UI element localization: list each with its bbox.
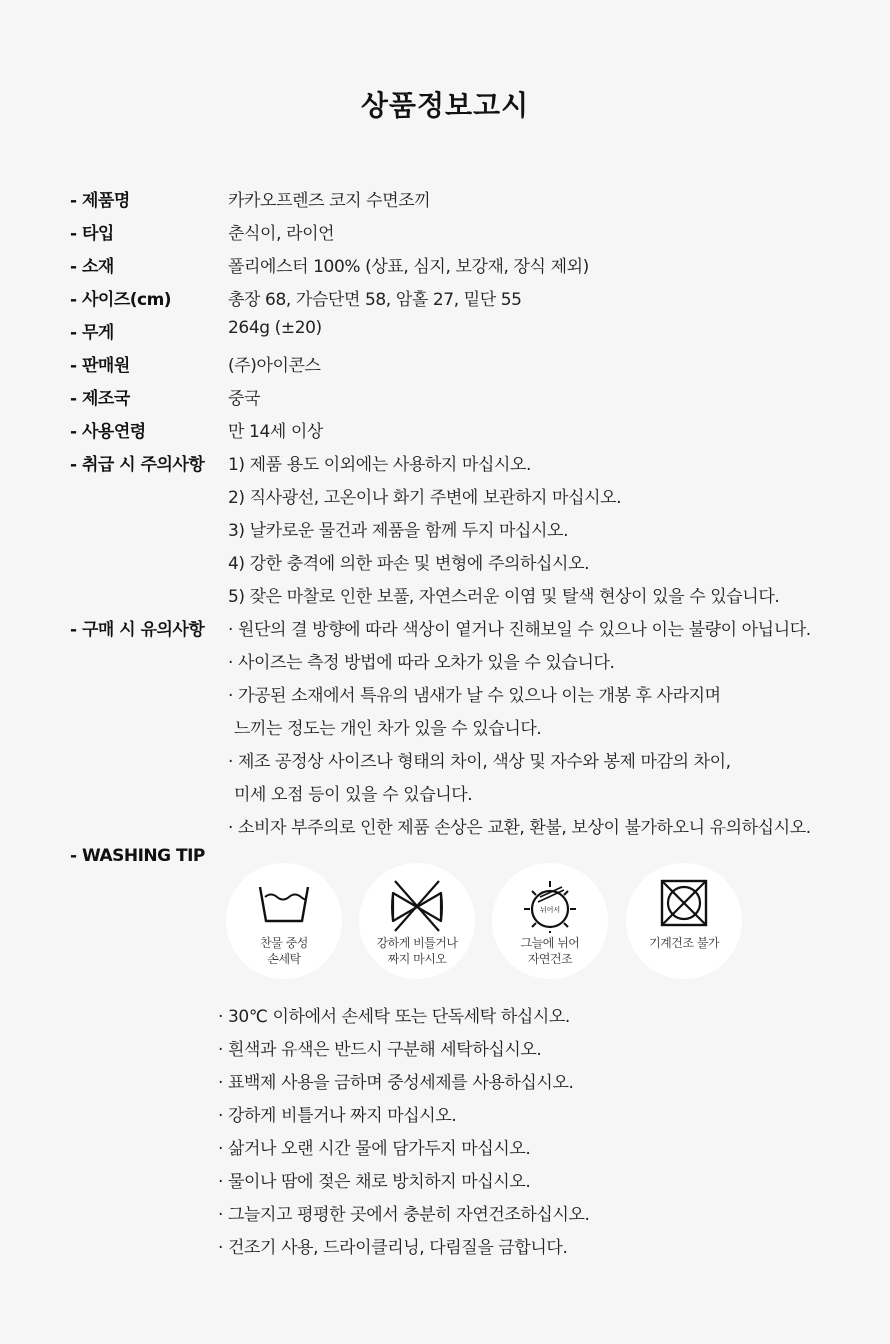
- info-value-material: 폴리에스터 100% (상표, 심지, 보강재, 장식 제외): [228, 257, 589, 277]
- washing-tip: · 건조기 사용, 드라이클리닝, 다림질을 금합니다.: [218, 1238, 568, 1258]
- care-label: 그늘에 뉘어: [520, 936, 580, 950]
- washing-tip: · 흰색과 유색은 반드시 구분해 세탁하십시오.: [218, 1040, 542, 1060]
- info-value-origin: 중국: [228, 389, 261, 409]
- purchase-item-continued: 미세 오점 등이 있을 수 있습니다.: [234, 785, 473, 805]
- care-label: 강하게 비틀거나: [376, 936, 458, 950]
- purchase-item: · 소비자 부주의로 인한 제품 손상은 교환, 환불, 보상이 불가하오니 유의하십시오.: [228, 818, 811, 838]
- info-value-seller: (주)아이콘스: [228, 356, 321, 376]
- washing-tip: · 30℃ 이하에서 손세탁 또는 단독세탁 하십시오.: [218, 1007, 570, 1027]
- shade-flat-dry-icon: [520, 877, 580, 933]
- care-label: 자연건조: [527, 952, 573, 966]
- purchase-item: · 사이즈는 측정 방법에 따라 오차가 있을 수 있습니다.: [228, 653, 615, 673]
- hand-wash-icon: [254, 877, 314, 933]
- info-value-size: 총장 68, 가슴단면 58, 암홀 27, 밑단 55: [228, 290, 522, 310]
- care-icon-card: [226, 863, 342, 979]
- info-value-age: 만 14세 이상: [228, 422, 323, 442]
- info-value-product-name: 카카오프렌즈 코지 수면조끼: [228, 191, 431, 211]
- info-value-type: 춘식이, 라이언: [228, 224, 335, 244]
- care-label: 손세탁: [267, 952, 301, 966]
- no-tumble-dry-icon: [654, 877, 714, 933]
- care-icon-card: [626, 863, 742, 979]
- care-icon-card: [492, 863, 608, 979]
- washing-tip: · 삶거나 오랜 시간 물에 담가두지 마십시오.: [218, 1139, 531, 1159]
- handling-item: 4) 강한 충격에 의한 파손 및 변형에 주의하십시오.: [228, 554, 590, 574]
- purchase-item: · 가공된 소재에서 특유의 냄새가 날 수 있으나 이는 개봉 후 사라지며: [228, 686, 721, 706]
- purchase-item: · 제조 공정상 사이즈나 형태의 차이, 색상 및 자수와 봉제 마감의 차이,: [228, 752, 731, 772]
- info-label-age: - 사용연령: [70, 422, 146, 442]
- care-label: 찬물 중성: [260, 936, 308, 950]
- info-label-material: - 소재: [70, 257, 114, 277]
- info-value-weight: 264g (±20): [228, 318, 322, 338]
- purchase-item-continued: 느끼는 정도는 개인 차가 있을 수 있습니다.: [234, 719, 542, 739]
- info-label-seller: - 판매원: [70, 356, 130, 376]
- info-label-product-name: - 제품명: [70, 191, 130, 211]
- no-wring-icon: [387, 877, 447, 933]
- care-label: 기계건조 불가: [649, 936, 719, 950]
- purchase-label: - 구매 시 유의사항: [70, 620, 205, 640]
- care-icon-card: [359, 863, 475, 979]
- info-label-weight: - 무게: [70, 323, 114, 343]
- handling-item: 3) 날카로운 물건과 제품을 함께 두지 마십시오.: [228, 521, 569, 541]
- handling-item: 5) 잦은 마찰로 인한 보풀, 자연스러운 이염 및 탈색 현상이 있을 수 있습니다.: [228, 587, 780, 607]
- washing-tip: · 강하게 비틀거나 짜지 마십시오.: [218, 1106, 457, 1126]
- handling-item: 1) 제품 용도 이외에는 사용하지 마십시오.: [228, 455, 532, 475]
- handling-item: 2) 직사광선, 고온이나 화기 주변에 보관하지 마십시오.: [228, 488, 622, 508]
- info-label-type: - 타입: [70, 224, 114, 244]
- info-label-size: - 사이즈(cm): [70, 290, 172, 310]
- washing-tip: · 표백제 사용을 금하며 중성세제를 사용하십시오.: [218, 1073, 574, 1093]
- care-icon-inner-text: 뉘어서: [539, 906, 561, 914]
- purchase-item: · 원단의 결 방향에 따라 색상이 옅거나 진해보일 수 있으나 이는 불량이 아닙니다.: [228, 620, 811, 640]
- info-label-origin: - 제조국: [70, 389, 130, 409]
- care-label: 짜지 마시오: [387, 952, 447, 966]
- washing-label: - WASHING TIP: [70, 846, 205, 866]
- page-title: 상품정보고시: [360, 89, 530, 122]
- handling-label: - 취급 시 주의사항: [70, 455, 205, 475]
- washing-tip: · 그늘지고 평평한 곳에서 충분히 자연건조하십시오.: [218, 1205, 590, 1225]
- washing-tip: · 물이나 땀에 젖은 채로 방치하지 마십시오.: [218, 1172, 531, 1192]
